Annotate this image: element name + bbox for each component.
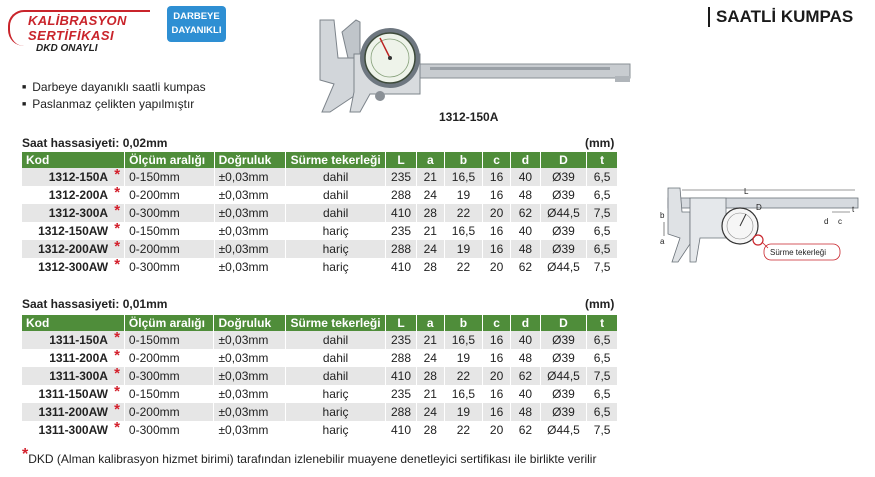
table-cell: 48 [511, 240, 541, 258]
table-cell: 16,5 [444, 331, 482, 349]
table-cell: 16 [483, 349, 511, 367]
diagram-label-L: L [744, 187, 749, 196]
asterisk-icon: * [114, 202, 121, 219]
product-code [22, 421, 124, 439]
table-cell: 0-200mm [124, 403, 214, 421]
product-code [22, 331, 124, 349]
product-code [22, 186, 125, 204]
caliper-photo [300, 14, 640, 114]
table-row [22, 204, 618, 222]
table-cell: Ø39 [540, 222, 587, 240]
table-cell: 16,5 [444, 222, 482, 240]
table-cell: 24 [416, 240, 444, 258]
diagram-label-c: c [838, 217, 842, 226]
column-header: Doğruluk [214, 315, 285, 331]
column-header: L [386, 152, 416, 168]
product-code-text: 1312-300AW [38, 260, 109, 274]
table-cell: hariç [285, 421, 386, 439]
table-cell: Ø39 [540, 186, 587, 204]
table-cell: ±0,03mm [214, 367, 285, 385]
table2-unit: (mm) [585, 297, 615, 311]
table-cell: 16 [483, 240, 511, 258]
table-cell: 0-300mm [124, 421, 214, 439]
asterisk-icon: * [114, 329, 120, 346]
column-header: Ölçüm aralığı [125, 152, 214, 168]
column-header: L [386, 315, 416, 331]
table-cell: 24 [416, 186, 444, 204]
table-cell: 16 [483, 385, 511, 403]
product-code-text: 1312-150A [48, 170, 109, 184]
table-cell: 62 [511, 204, 541, 222]
table-cell: ±0,03mm [214, 349, 285, 367]
column-header: d [511, 315, 541, 331]
diagram-label-t: t [852, 205, 855, 214]
table-cell: 6,5 [587, 331, 618, 349]
table-cell: 22 [444, 258, 482, 276]
table-cell: 235 [386, 331, 416, 349]
badge-line-1: DARBEYE [173, 11, 220, 22]
table-cell: ±0,03mm [214, 258, 285, 276]
diagram-callout: Sürme tekerleği [770, 248, 827, 257]
table-cell: hariç [285, 385, 386, 403]
diagram-label-d: d [824, 217, 829, 226]
table-row [22, 222, 618, 240]
footnote-text: DKD (Alman kalibrasyon hizmet birimi) tarafından izlenebilir muayene denetleyici sertifikası ile birlikte verilir [28, 452, 597, 466]
asterisk-icon: * [114, 383, 120, 400]
table-cell: 24 [416, 403, 444, 421]
feature-item: ■ Paslanmaz çelikten yapılmıştır [22, 97, 206, 114]
table-cell: ±0,03mm [214, 385, 285, 403]
table-cell: dahil [285, 168, 385, 186]
product-model-caption: 1312-150A [439, 110, 499, 124]
table-cell: hariç [285, 258, 385, 276]
table-cell: dahil [285, 367, 386, 385]
shockproof-badge [167, 6, 226, 42]
table-cell: 22 [444, 204, 482, 222]
column-header: Kod [22, 152, 125, 168]
table-cell: 6,5 [587, 186, 618, 204]
table-cell: 21 [416, 222, 444, 240]
badge-line-2: DAYANIKLI [171, 25, 222, 36]
table-cell: ±0,03mm [214, 240, 285, 258]
table-cell: 288 [386, 349, 416, 367]
table-cell: 235 [386, 222, 416, 240]
table-cell: 0-300mm [125, 258, 214, 276]
table-cell: 21 [416, 331, 444, 349]
table-cell: 19 [444, 186, 482, 204]
table-cell: 22 [444, 421, 482, 439]
table-cell: dahil [285, 186, 385, 204]
table-cell: 22 [444, 367, 482, 385]
product-code [22, 403, 124, 421]
asterisk-icon: * [114, 365, 120, 382]
column-header: Sürme tekerleği [285, 152, 385, 168]
table-cell: ±0,03mm [214, 168, 285, 186]
table-cell: 16,5 [444, 168, 482, 186]
table-cell: ±0,03mm [214, 186, 285, 204]
table-cell: 62 [511, 421, 541, 439]
table-cell: Ø44,5 [540, 367, 587, 385]
column-header: d [511, 152, 541, 168]
table-cell: 0-150mm [125, 222, 214, 240]
table-cell: Ø44,5 [540, 258, 587, 276]
table-row [22, 367, 618, 385]
table2-title: Saat hassasiyeti: 0,01mm [22, 297, 168, 311]
table-cell: 6,5 [587, 168, 618, 186]
table-cell: 28 [416, 258, 444, 276]
table-row [22, 240, 618, 258]
table-cell: Ø39 [540, 331, 587, 349]
table1-title: Saat hassasiyeti: 0,02mm [22, 136, 168, 150]
table-cell: 410 [386, 204, 416, 222]
asterisk-icon: * [114, 256, 121, 273]
logo-line-2: SERTİFİKASI [28, 28, 115, 43]
feature-item: ■ Darbeye dayanıklı saatli kumpas [22, 80, 206, 97]
product-code-text: 1311-200A [49, 351, 108, 365]
product-code [22, 349, 124, 367]
table-cell: ±0,03mm [214, 204, 285, 222]
spec-table-001 [22, 315, 618, 439]
page-title: SAATLİ KUMPAS [708, 7, 853, 27]
product-code [22, 240, 125, 258]
logo-line-3: DKD ONAYLI [36, 43, 98, 54]
asterisk-icon: * [114, 347, 120, 364]
column-header: Sürme tekerleği [285, 315, 386, 331]
asterisk-icon: * [114, 238, 121, 255]
product-code-text: 1312-200AW [38, 242, 109, 256]
column-header: D [540, 152, 587, 168]
table-cell: 0-150mm [125, 168, 214, 186]
product-code-text: 1311-300A [49, 369, 108, 383]
product-code-text: 1311-150A [49, 333, 108, 347]
product-code [22, 367, 124, 385]
table-cell: Ø44,5 [540, 421, 587, 439]
table-cell: 16 [483, 168, 511, 186]
product-code-text: 1312-200A [48, 188, 109, 202]
table-cell: 288 [386, 240, 416, 258]
table-cell: 0-150mm [124, 331, 214, 349]
table-cell: 6,5 [587, 222, 618, 240]
product-code-text: 1312-300A [48, 206, 109, 220]
asterisk-icon: * [114, 419, 120, 436]
table-cell: 0-200mm [125, 186, 214, 204]
table-cell: 16 [483, 222, 511, 240]
table-cell: Ø39 [540, 403, 587, 421]
footnote [22, 446, 597, 468]
table-cell: 288 [386, 403, 416, 421]
table-cell: ±0,03mm [214, 222, 285, 240]
spec-table-002 [22, 152, 618, 276]
asterisk-icon: * [22, 446, 29, 463]
table-cell: 7,5 [587, 204, 618, 222]
table-cell: 40 [511, 168, 541, 186]
column-header: D [540, 315, 587, 331]
table-cell: 235 [386, 385, 416, 403]
table-cell: 21 [416, 385, 444, 403]
table-row [22, 421, 618, 439]
table-cell: Ø39 [540, 349, 587, 367]
column-header: Ölçüm aralığı [124, 315, 214, 331]
diagram-label-a: a [660, 237, 665, 246]
table-header-row [22, 152, 618, 168]
table-cell: 410 [386, 258, 416, 276]
table-cell: 0-200mm [124, 349, 214, 367]
table-cell: 48 [511, 186, 541, 204]
table-cell: 6,5 [587, 385, 618, 403]
calibration-logo [6, 8, 154, 54]
product-code-text: 1311-200AW [38, 405, 108, 419]
product-code [22, 258, 125, 276]
table-cell: 6,5 [587, 349, 618, 367]
table-row [22, 385, 618, 403]
caliper-icon [320, 20, 630, 112]
table-cell: 20 [483, 258, 511, 276]
asterisk-icon: * [114, 401, 120, 418]
logo-line-1: KALİBRASYON [28, 13, 127, 28]
feature-list [22, 80, 206, 114]
table-cell: dahil [285, 349, 386, 367]
table-cell: 7,5 [587, 421, 618, 439]
asterisk-icon: * [114, 220, 121, 237]
table-cell: 6,5 [587, 403, 618, 421]
column-header: a [416, 315, 444, 331]
table-cell: 16 [483, 331, 511, 349]
table-cell: 28 [416, 204, 444, 222]
table-cell: 40 [511, 385, 541, 403]
table-cell: 6,5 [587, 240, 618, 258]
table-cell: 28 [416, 367, 444, 385]
table-row [22, 331, 618, 349]
table-cell: dahil [285, 331, 386, 349]
table-cell: 0-300mm [125, 204, 214, 222]
column-header: c [483, 152, 511, 168]
table-cell: 288 [386, 186, 416, 204]
table-cell: ±0,03mm [214, 421, 285, 439]
table-row [22, 403, 618, 421]
table-cell: hariç [285, 403, 386, 421]
table-cell: 0-200mm [125, 240, 214, 258]
table-cell: 40 [511, 331, 541, 349]
table-cell: 40 [511, 222, 541, 240]
table-cell: 235 [386, 168, 416, 186]
table-cell: 24 [416, 349, 444, 367]
table-cell: 48 [511, 349, 541, 367]
column-header: b [444, 152, 482, 168]
table-cell: 48 [511, 403, 541, 421]
table-row [22, 168, 618, 186]
table-cell: hariç [285, 240, 385, 258]
diagram-label-D: D [756, 203, 762, 212]
table-cell: 20 [483, 367, 511, 385]
column-header: a [416, 152, 444, 168]
column-header: c [483, 315, 511, 331]
table1-unit: (mm) [585, 136, 615, 150]
column-header: t [587, 315, 618, 331]
column-header: b [444, 315, 482, 331]
table-cell: 21 [416, 168, 444, 186]
table-cell: 16 [483, 403, 511, 421]
table-row [22, 258, 618, 276]
table-cell: 0-150mm [124, 385, 214, 403]
table-cell: Ø39 [540, 385, 587, 403]
product-code-text: 1311-150AW [38, 387, 108, 401]
product-code [22, 385, 124, 403]
table-header-row [22, 315, 618, 331]
table-cell: Ø39 [540, 240, 587, 258]
table-cell: 28 [416, 421, 444, 439]
table-cell: ±0,03mm [214, 331, 285, 349]
table-cell: Ø39 [540, 168, 587, 186]
table-cell: 16 [483, 186, 511, 204]
table-cell: 7,5 [587, 367, 618, 385]
table-row [22, 186, 618, 204]
column-header: t [587, 152, 618, 168]
asterisk-icon: * [114, 184, 121, 201]
table-cell: dahil [285, 204, 385, 222]
product-code [22, 222, 125, 240]
table-row [22, 349, 618, 367]
product-code-text: 1312-150AW [38, 224, 109, 238]
table-cell: hariç [285, 222, 385, 240]
table-cell: 19 [444, 240, 482, 258]
product-code-text: 1311-300AW [38, 423, 108, 437]
table-cell: 20 [483, 204, 511, 222]
column-header: Doğruluk [214, 152, 285, 168]
table-cell: ±0,03mm [214, 403, 285, 421]
product-code [22, 168, 125, 186]
table-cell: 7,5 [587, 258, 618, 276]
table-cell: 410 [386, 367, 416, 385]
table-cell: 0-300mm [124, 367, 214, 385]
table-cell: 62 [511, 367, 541, 385]
table-cell: Ø44,5 [540, 204, 587, 222]
dimension-diagram [660, 182, 865, 272]
column-header: Kod [22, 315, 124, 331]
table-cell: 410 [386, 421, 416, 439]
table-cell: 19 [444, 349, 482, 367]
table-cell: 16,5 [444, 385, 482, 403]
table-cell: 19 [444, 403, 482, 421]
diagram-label-b: b [660, 211, 665, 220]
table-cell: 62 [511, 258, 541, 276]
product-code [22, 204, 125, 222]
asterisk-icon: * [114, 166, 121, 183]
table-cell: 20 [483, 421, 511, 439]
